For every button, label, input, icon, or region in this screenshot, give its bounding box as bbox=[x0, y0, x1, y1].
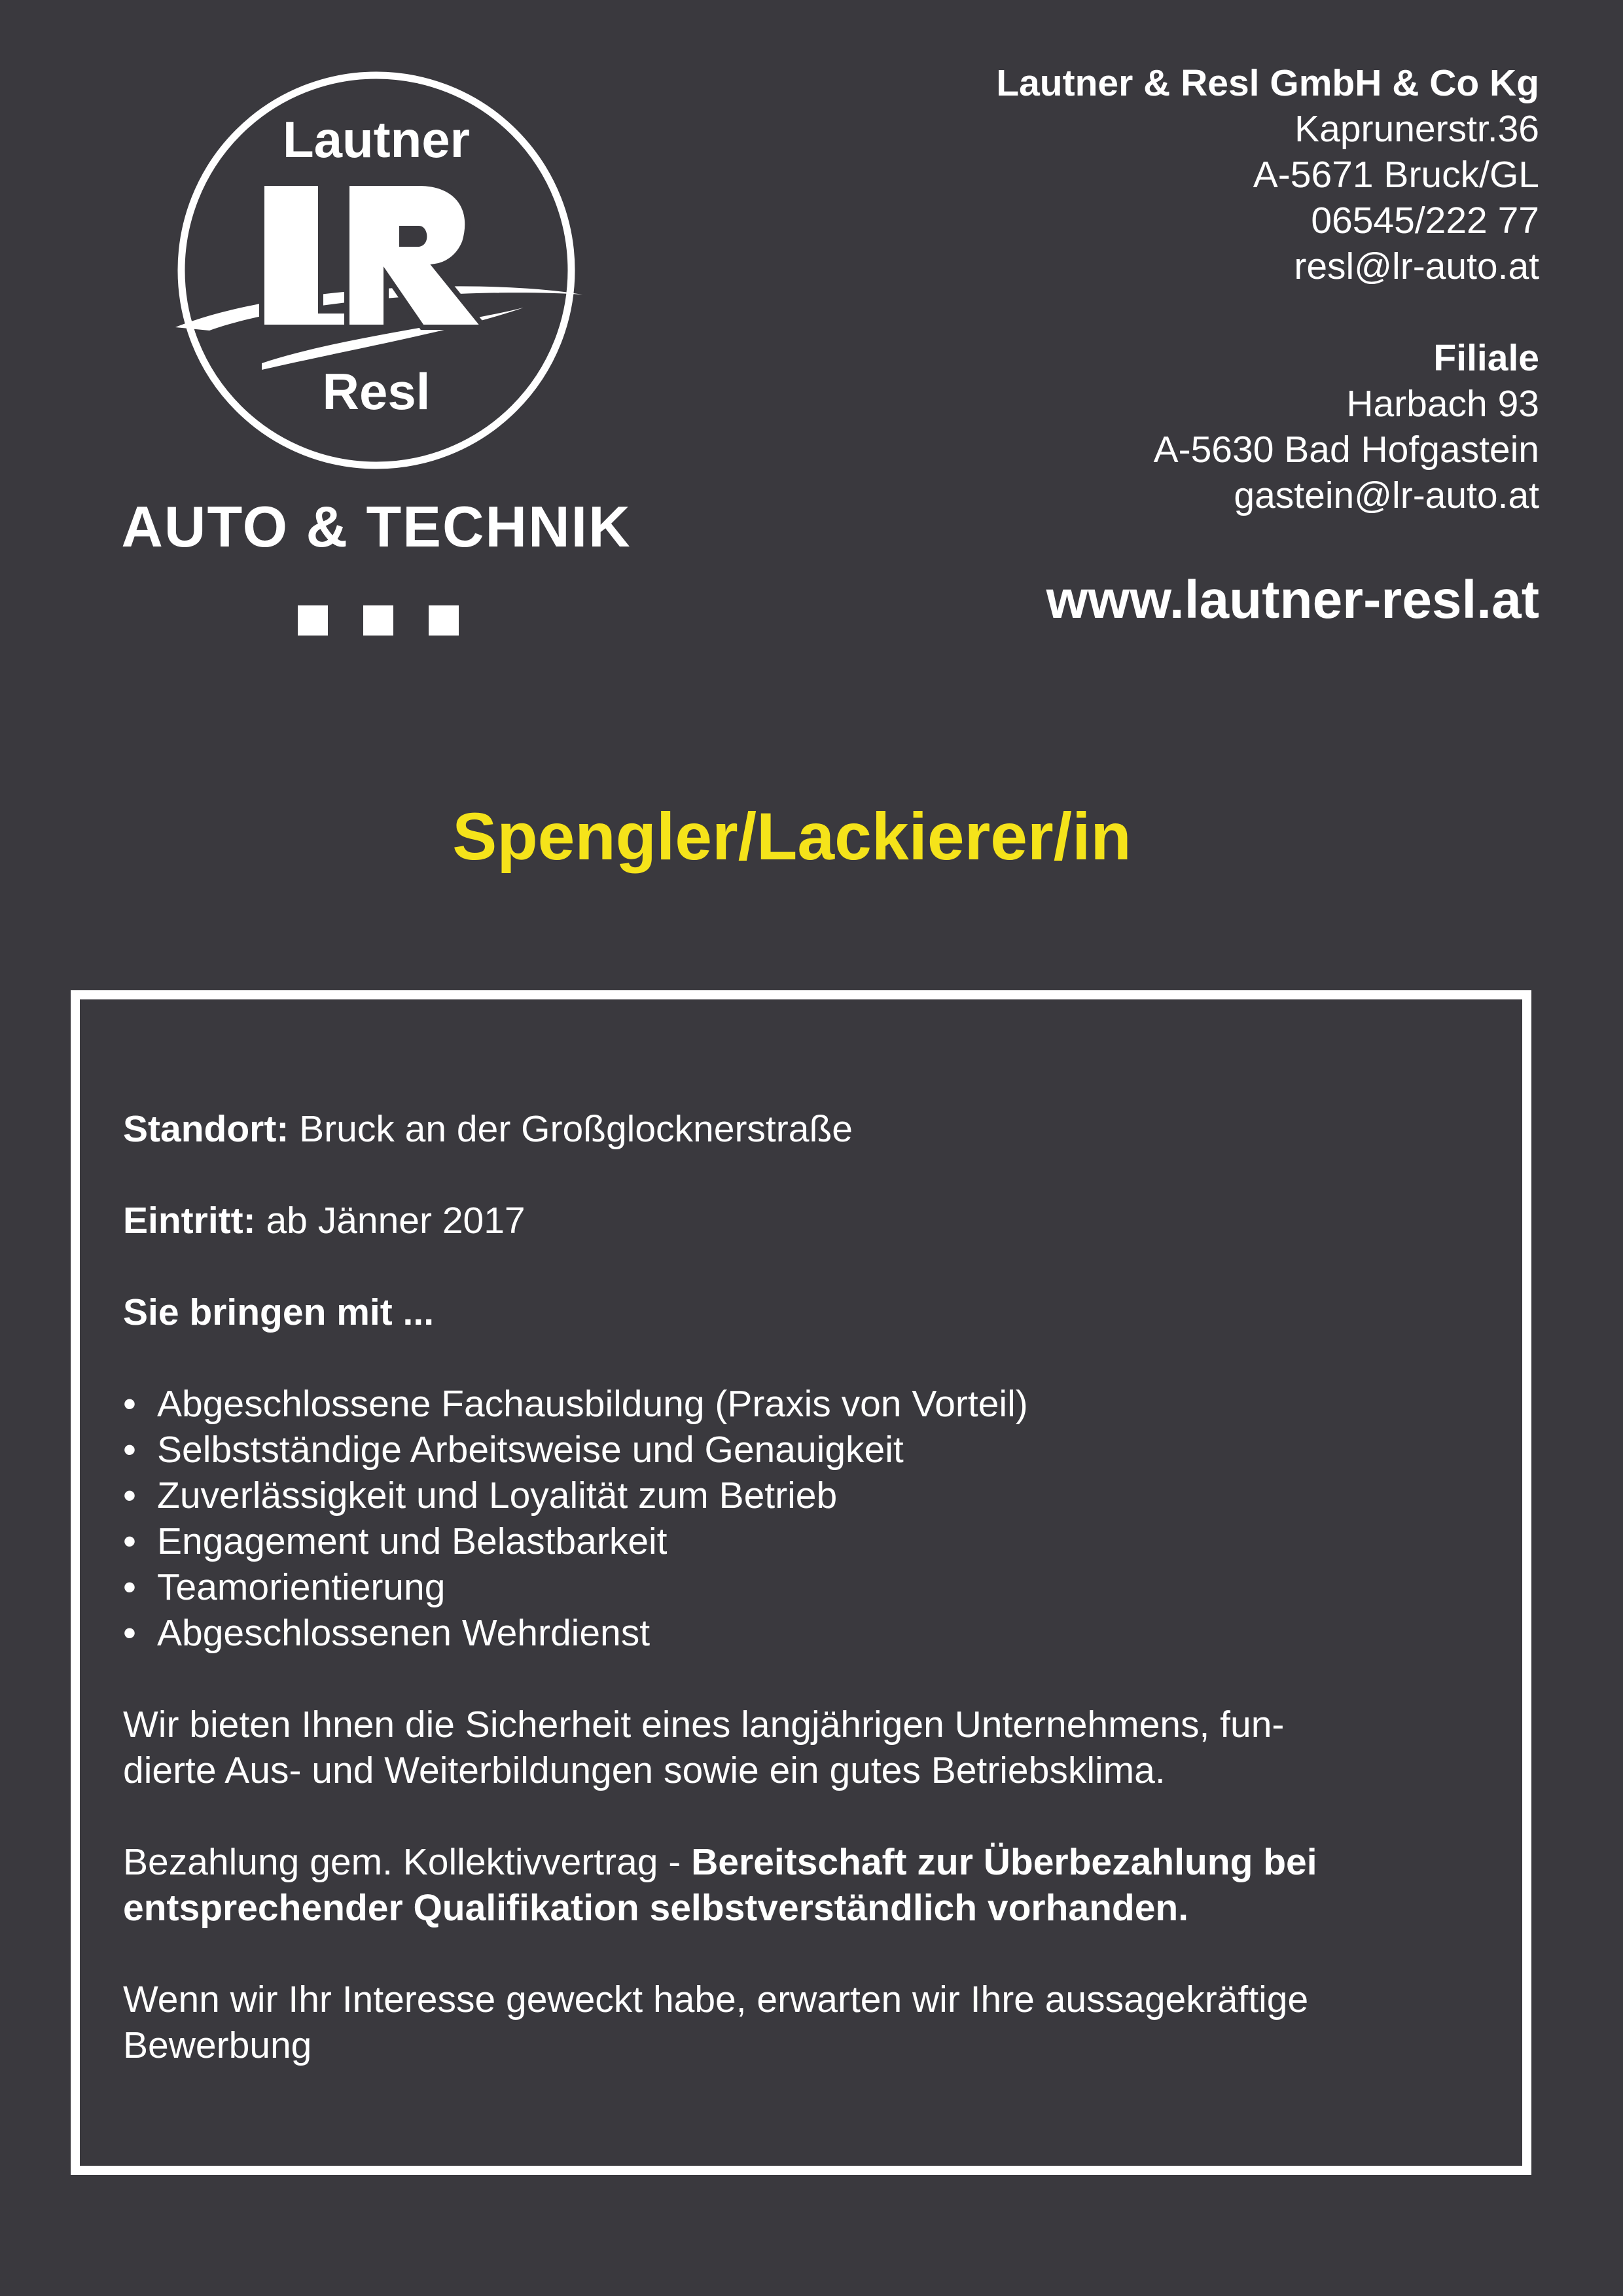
logo-emblem bbox=[65, 62, 694, 651]
closing-paragraph bbox=[123, 1977, 1484, 2068]
address-spacer bbox=[996, 289, 1539, 335]
logo-square-1 bbox=[298, 605, 328, 636]
bullet-icon: • bbox=[123, 1612, 136, 1654]
start-value: ab Jänner 2017 bbox=[255, 1200, 526, 1242]
location-label: Standort: bbox=[123, 1108, 289, 1150]
list-item-text: Abgeschlossene Fachausbildung (Praxis von Vorteil) bbox=[157, 1383, 1028, 1425]
contact-address bbox=[996, 60, 1539, 518]
company-name: Lautner & Resl GmbH & Co Kg bbox=[996, 62, 1539, 104]
closing-line-2: Bewerbung bbox=[123, 2024, 312, 2066]
pay-plain: Bezahlung gem. Kollektivvertrag - bbox=[123, 1841, 692, 1883]
location-line bbox=[123, 1106, 1484, 1152]
requirements-heading-text: Sie bringen mit ... bbox=[123, 1291, 435, 1333]
branch-email[interactable]: gastein@lr-auto.at bbox=[1234, 475, 1539, 516]
requirements-heading bbox=[123, 1289, 1484, 1335]
website-link[interactable]: www.lautner-resl.at bbox=[1046, 570, 1539, 630]
company-city: A-5671 Bruck/GL bbox=[1253, 154, 1539, 196]
company-street: Kaprunerstr.36 bbox=[1294, 108, 1539, 150]
start-label: Eintritt: bbox=[123, 1200, 256, 1242]
logo-bottom-text: Resl bbox=[322, 363, 431, 420]
location-value: Bruck an der Großglocknerstraße bbox=[289, 1108, 853, 1150]
logo-top-text: Lautner bbox=[282, 111, 471, 168]
logo-square-2 bbox=[363, 605, 393, 636]
company-email[interactable]: resl@lr-auto.at bbox=[1294, 245, 1539, 287]
start-line bbox=[123, 1198, 1484, 1244]
list-item bbox=[123, 1564, 1484, 1610]
branch-street: Harbach 93 bbox=[1346, 383, 1539, 425]
bullet-icon: • bbox=[123, 1520, 136, 1562]
pay-bold-line-1: Bereitschaft zur Überbezahlung bei bbox=[691, 1841, 1317, 1883]
list-item-text: Abgeschlossenen Wehrdienst bbox=[157, 1612, 651, 1654]
bullet-icon: • bbox=[123, 1383, 136, 1425]
list-item bbox=[123, 1610, 1484, 1656]
job-title: Spengler/Lackierer/in bbox=[452, 799, 1132, 874]
offer-line-2: dierte Aus- und Weiterbildungen sowie ein gutes Betriebsklima. bbox=[123, 1749, 1166, 1791]
closing-line-1: Wenn wir Ihr Interesse geweckt habe, erwarten wir Ihre aussagekräftige bbox=[123, 1979, 1309, 2020]
branch-city: A-5630 Bad Hofgastein bbox=[1153, 429, 1539, 471]
bullet-icon: • bbox=[123, 1475, 136, 1516]
requirements-list bbox=[123, 1381, 1484, 1656]
list-item bbox=[123, 1518, 1484, 1564]
list-item bbox=[123, 1381, 1484, 1427]
logo-square-3 bbox=[429, 605, 459, 636]
list-item-text: Teamorientierung bbox=[157, 1566, 446, 1608]
job-details bbox=[123, 1106, 1484, 2114]
pay-paragraph bbox=[123, 1839, 1484, 1931]
offer-paragraph bbox=[123, 1702, 1484, 1793]
list-item bbox=[123, 1427, 1484, 1473]
company-phone: 06545/222 77 bbox=[1311, 200, 1539, 242]
offer-line-1: Wir bieten Ihnen die Sicherheit eines langjährigen Unternehmens, fun- bbox=[123, 1704, 1285, 1746]
list-item bbox=[123, 1473, 1484, 1518]
pay-bold-line-2: entsprechender Qualifikation selbstverständlich vorhanden. bbox=[123, 1887, 1189, 1929]
bullet-icon: • bbox=[123, 1566, 136, 1608]
company-logo bbox=[65, 62, 694, 651]
bullet-icon: • bbox=[123, 1429, 136, 1471]
branch-heading: Filiale bbox=[1433, 337, 1539, 379]
list-item-text: Zuverlässigkeit und Loyalität zum Betrieb bbox=[157, 1475, 838, 1516]
logo-tagline: AUTO & TECHNIK bbox=[121, 494, 632, 559]
list-item-text: Engagement und Belastbarkeit bbox=[157, 1520, 668, 1562]
list-item-text: Selbstständige Arbeitsweise und Genauigkeit bbox=[157, 1429, 904, 1471]
